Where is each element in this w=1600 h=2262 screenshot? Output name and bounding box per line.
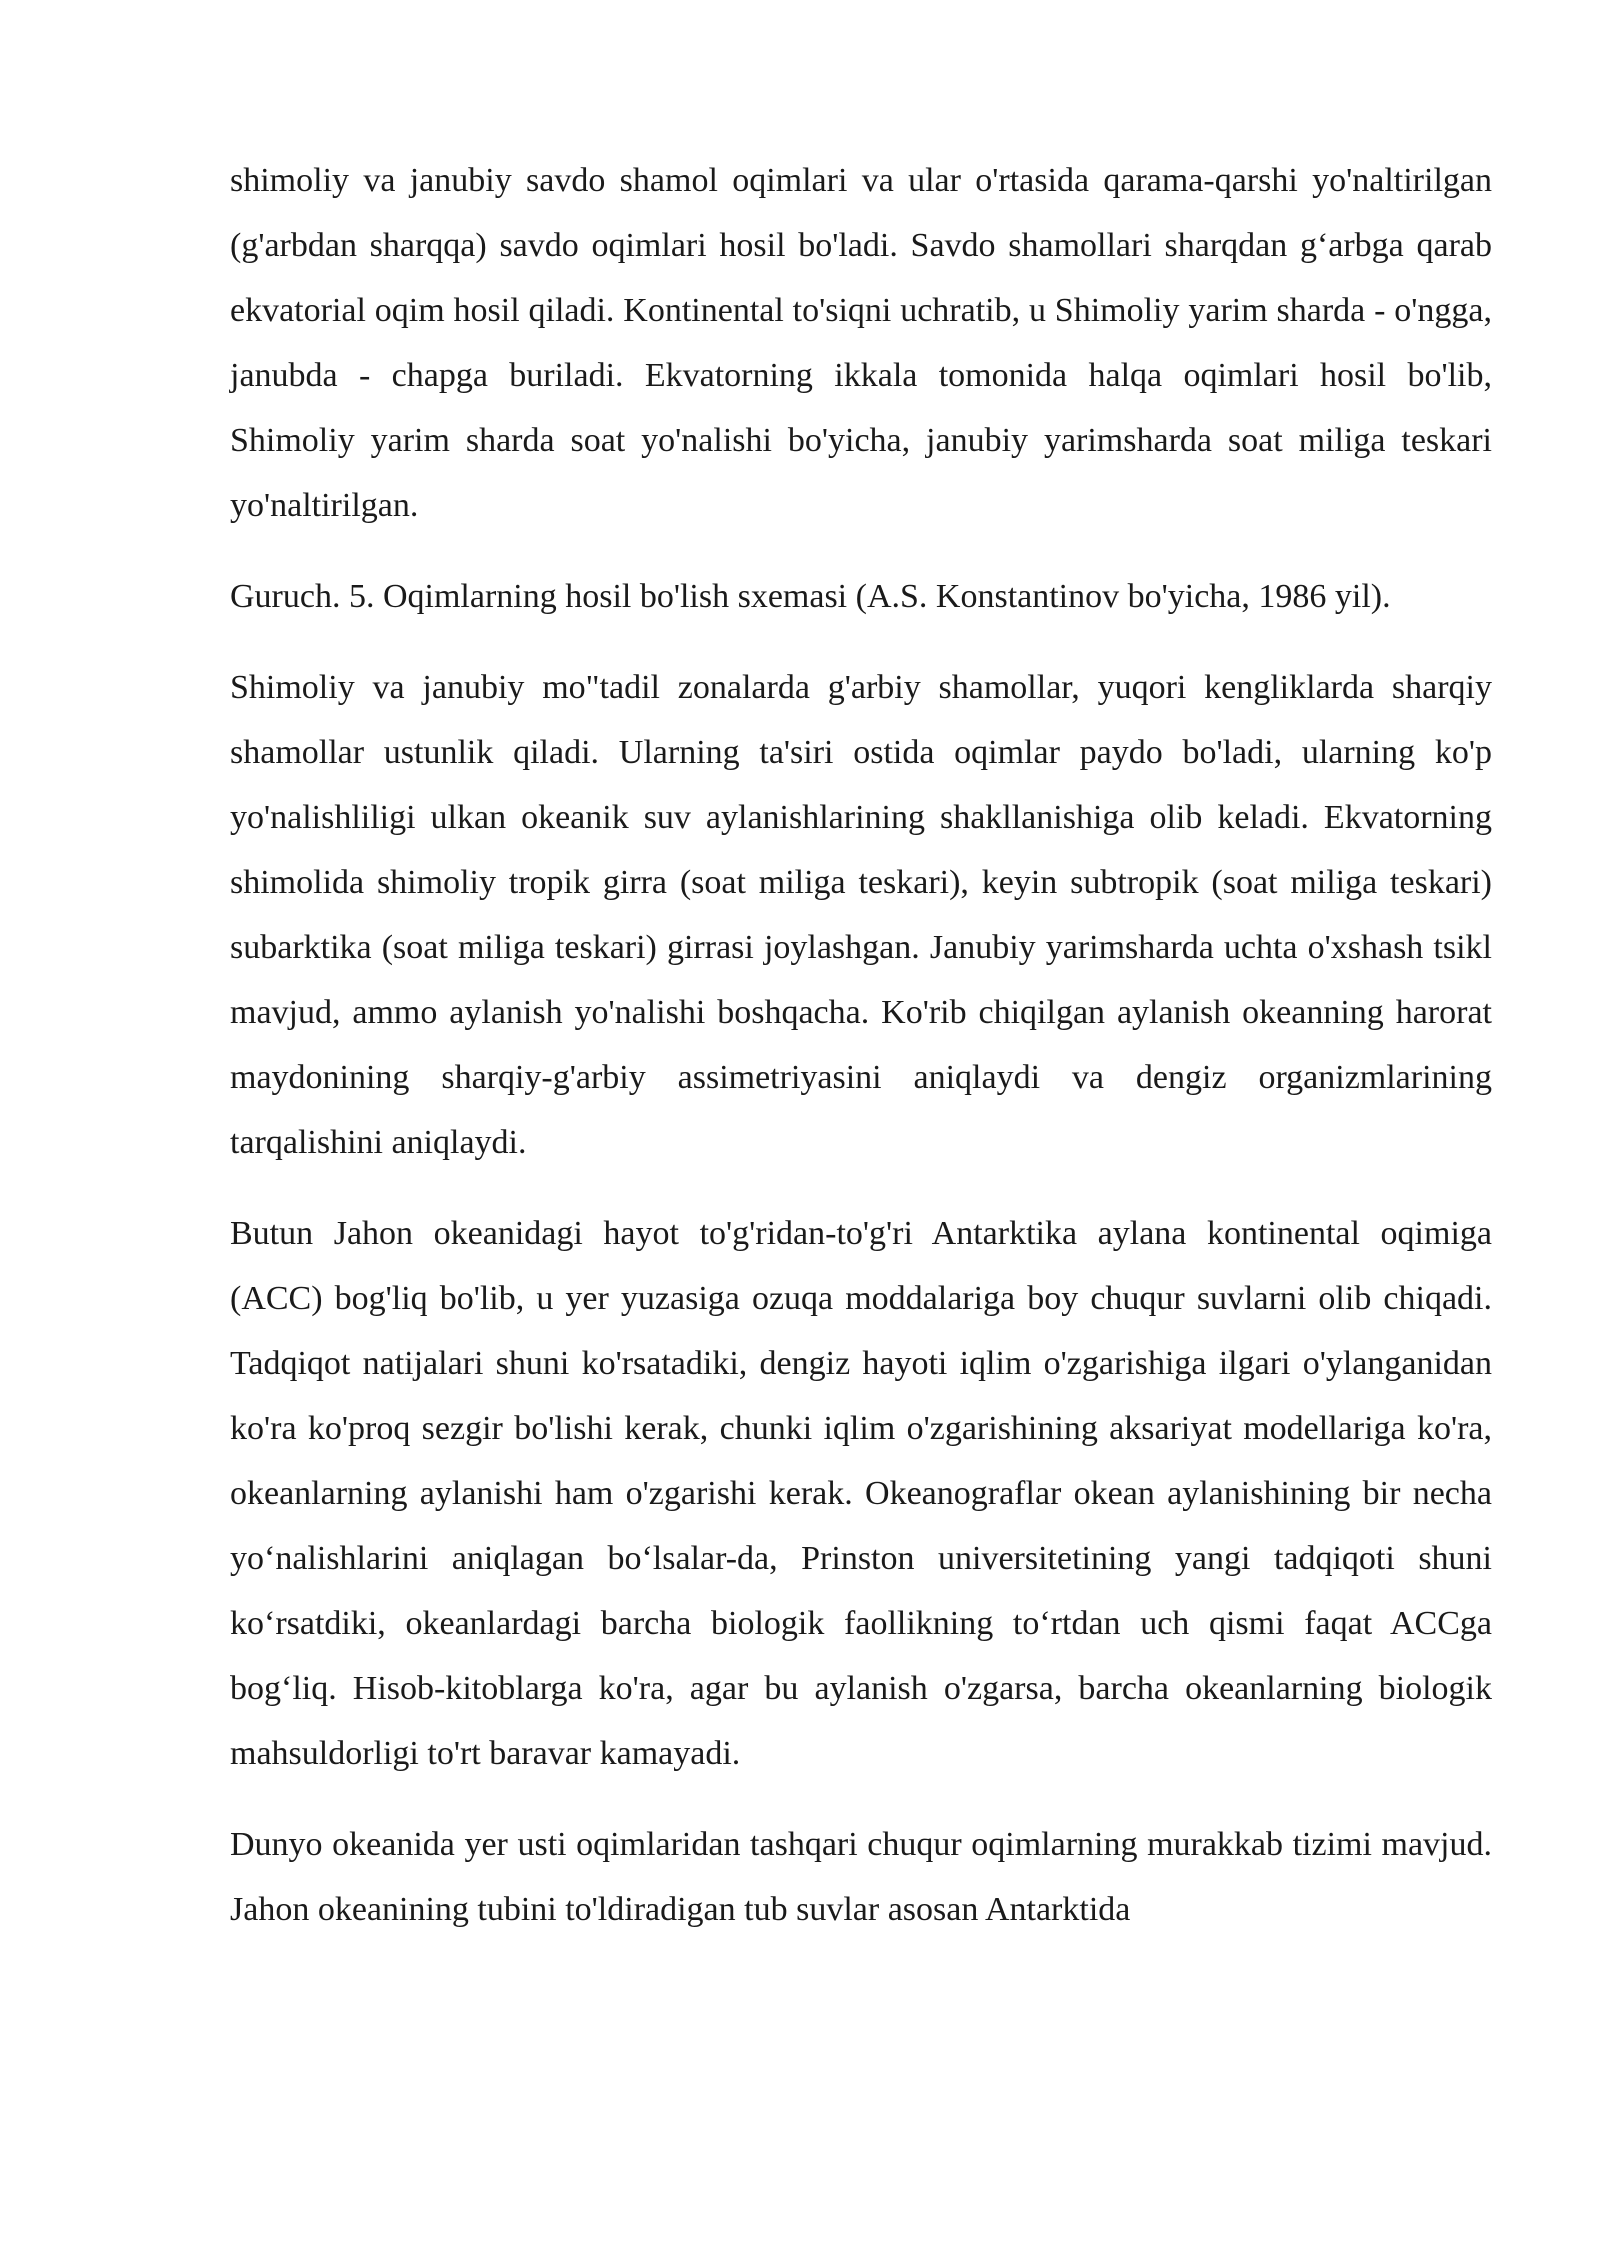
document-body [230, 148, 1492, 1968]
paragraph-wind-currents: shimoliy va janubiy savdo shamol oqimlari va ular o'rtasida qarama-qarshi yo'naltirilgan (g'arbdan sharqqa) savdo oqimlari hosil bo'ladi. Savdo shamollari sharqdan g‘arbga qarab ekvatorial oqim hosil qiladi. Kontinental to'siqni uchratib, u Shimoliy yarim sharda - o'ngga, janubda - chapga buriladi. Ekvatorning ikkala tomonida halqa oqimlari hosil bo'lib, Shimoliy yarim sharda soat yo'nalishi bo'yicha, janubiy yarimsharda soat miliga teskari yo'naltirilgan. [230, 162, 1492, 524]
paragraph-antarctic-current: Butun Jahon okeanidagi hayot to'g'ridan-to'g'ri Antarktika aylana kontinental oqimiga (ACC) bog'liq bo'lib, u yer yuzasiga ozuqa moddalariga boy chuqur suvlarni olib chiqadi. Tadqiqot natijalari shuni ko'rsatadiki, dengiz hayoti iqlim o'zgarishiga ilgari o'ylanganidan ko'ra ko'proq sezgir bo'lishi kerak, chunki iqlim o'zgarishining aksariyat modellariga ko'ra, okeanlarning aylanishi ham o'zgarishi kerak. Okeanograflar okean aylanishining bir necha yo‘nalishlarini aniqlagan bo‘lsalar-da, Prinston universitetining yangi tadqiqoti shuni ko‘rsatdiki, okeanlardagi barcha biologik faollikning to‘rtdan uch qismi faqat ACCga bog‘liq. Hisob-kitoblarga ko'ra, agar bu aylanish o'zgarsa, barcha okeanlarning biologik mahsuldorligi to'rt baravar kamayadi. [230, 1215, 1492, 1772]
figure-caption: Guruch. 5. Oqimlarning hosil bo'lish sxemasi (A.S. Konstantinov bo'yicha, 1986 yil). [230, 578, 1391, 615]
paragraph-deep-currents: Dunyo okeanida yer usti oqimlaridan tashqari chuqur oqimlarning murakkab tizimi mavjud. Jahon okeanining tubini to'ldiradigan tub suvlar asosan Antarktida [230, 1826, 1492, 1928]
paragraph-temperate-zones: Shimoliy va janubiy mo"tadil zonalarda g'arbiy shamollar, yuqori kengliklarda sharqiy shamollar ustunlik qiladi. Ularning ta'siri ostida oqimlar paydo bo'ladi, ularning ko'p yo'nalishliligi ulkan okeanik suv aylanishlarining shakllanishiga olib keladi. Ekvatorning shimolida shimoliy tropik girra (soat miliga teskari), keyin subtropik (soat miliga teskari) subarktika (soat miliga teskari) girrasi joylashgan. Janubiy yarimsharda uchta o'xshash tsikl mavjud, ammo aylanish yo'nalishi boshqacha. Ko'rib chiqilgan aylanish okeanning harorat maydonining sharqiy-g'arbiy assimetriyasini aniqlaydi va dengiz organizmlarining tarqalishini aniqlaydi. [230, 669, 1492, 1161]
